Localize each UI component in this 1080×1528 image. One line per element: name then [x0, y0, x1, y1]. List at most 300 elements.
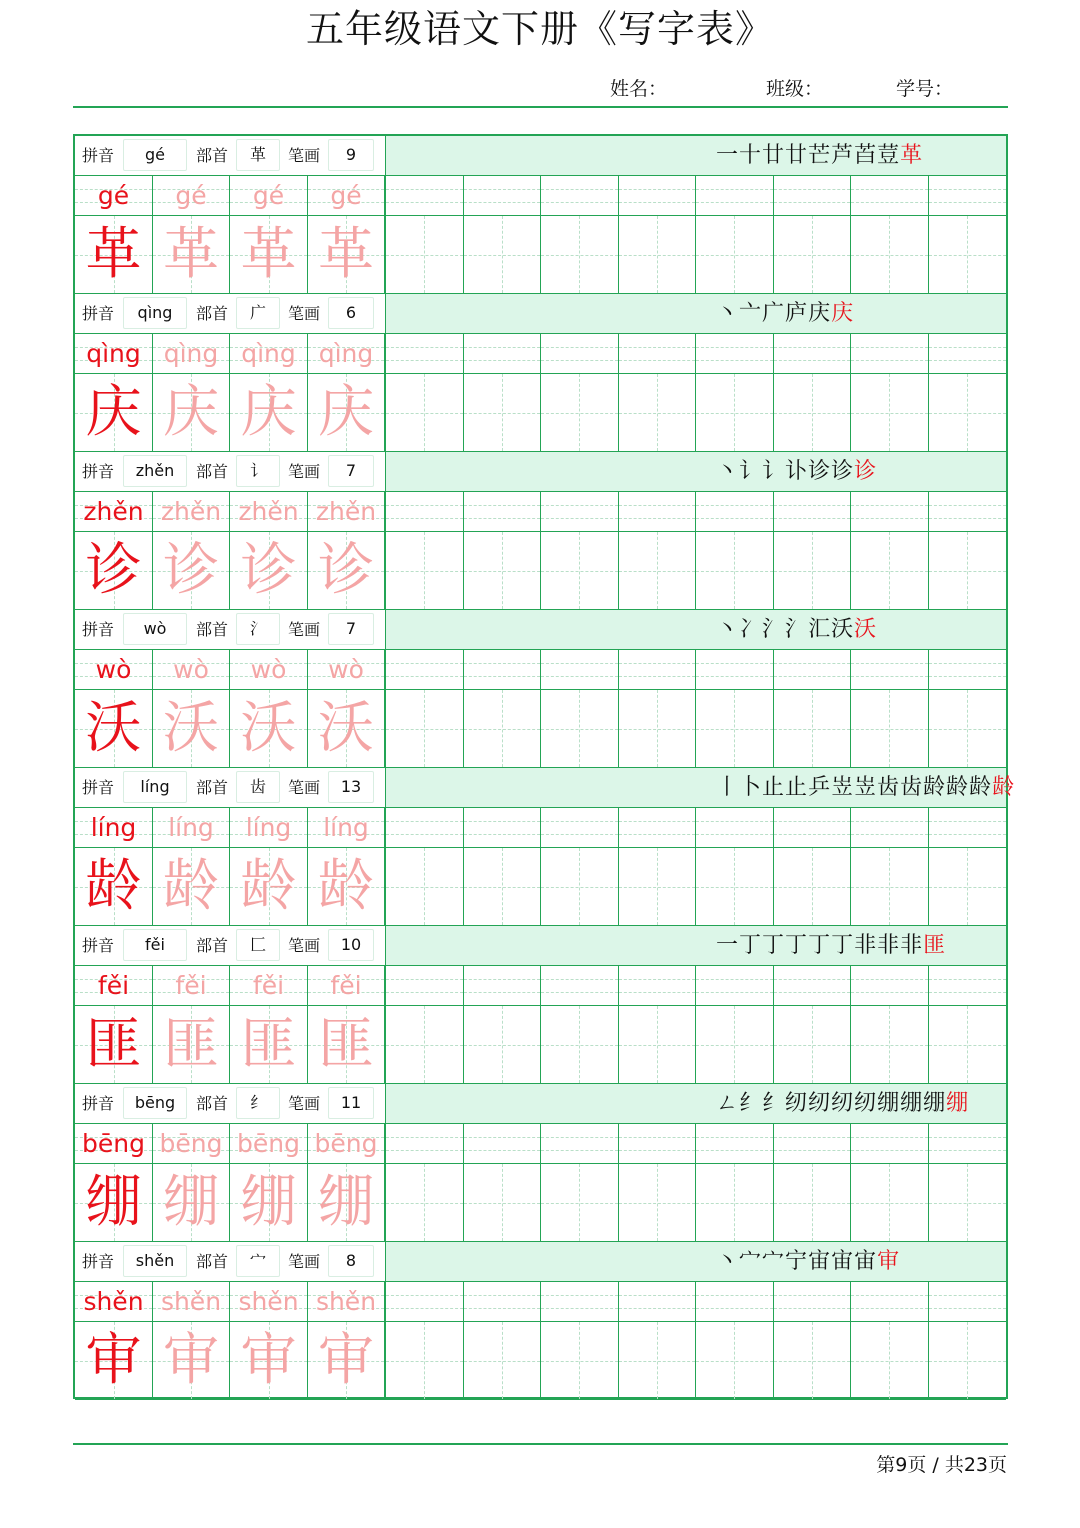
character-practice-cell[interactable] — [386, 216, 464, 294]
char-info-bar — [75, 610, 385, 650]
stroke-step: 氵 — [762, 617, 786, 642]
character-sample: 革 — [318, 222, 374, 287]
stroke-step: 荳 — [877, 143, 901, 168]
stroke-step: 沃 — [854, 617, 878, 642]
character-cell — [75, 1006, 153, 1084]
character-practice-cell[interactable] — [851, 1164, 929, 1242]
character-practice-cell[interactable] — [696, 1322, 774, 1400]
stroke-step: 沃 — [831, 617, 855, 642]
pinyin-sample: wò — [328, 655, 364, 684]
pinyin-sample: qìng — [86, 339, 141, 368]
stroke-step: 乒 — [808, 775, 832, 800]
pinyin-sample: shěn — [160, 1287, 222, 1316]
pinyin-practice-cell[interactable] — [464, 1282, 542, 1322]
pinyin-practice-cell[interactable] — [386, 334, 464, 374]
stroke-order — [716, 139, 923, 173]
character-practice-cell[interactable] — [696, 848, 774, 926]
character-practice-cell[interactable] — [386, 374, 464, 452]
pinyin-sample: fěi — [97, 971, 130, 1000]
pinyin-practice-cell[interactable] — [619, 966, 697, 1006]
stroke-step: 宀 — [762, 1249, 786, 1274]
stroke-step: 丨 — [716, 775, 740, 800]
character-sample: 审 — [85, 1328, 142, 1393]
radical-label: 部首 — [196, 462, 229, 481]
character-practice-cell[interactable] — [541, 532, 619, 610]
pinyin-practice-cell[interactable] — [774, 1282, 852, 1322]
pinyin-practice-cell[interactable] — [386, 808, 464, 848]
character-block — [75, 926, 1006, 1084]
character-practice-cell[interactable] — [696, 374, 774, 452]
pinyin-practice-cell[interactable] — [696, 1282, 774, 1322]
pinyin-practice-cell[interactable] — [464, 1124, 542, 1164]
pinyin-cell — [308, 650, 385, 690]
character-practice-cell[interactable] — [929, 1006, 1007, 1084]
character-practice-cell[interactable] — [774, 216, 852, 294]
character-practice-cell[interactable] — [541, 216, 619, 294]
char-info-bar — [75, 1242, 385, 1282]
character-practice-cell[interactable] — [929, 374, 1007, 452]
pinyin-cell — [75, 966, 153, 1006]
pinyin-practice-cell[interactable] — [851, 1124, 929, 1164]
pinyin-practice-cell[interactable] — [464, 966, 542, 1006]
pinyin-practice-cell[interactable] — [541, 176, 619, 216]
stroke-count: 8 — [328, 1245, 374, 1277]
pinyin-practice-cell[interactable] — [619, 492, 697, 532]
character-cell — [153, 1164, 230, 1242]
character-practice-cell[interactable] — [696, 532, 774, 610]
pinyin-cell — [153, 334, 230, 374]
stroke-step: 止 — [762, 775, 786, 800]
character-cell — [153, 532, 230, 610]
stroke-step: 丶 — [716, 1249, 740, 1274]
char-info-bar — [75, 768, 385, 808]
character-cell — [308, 690, 385, 768]
pinyin-practice-cell[interactable] — [619, 808, 697, 848]
pinyin-cell — [75, 334, 153, 374]
character-practice-cell[interactable] — [464, 1322, 542, 1400]
character-practice-cell[interactable] — [464, 690, 542, 768]
pinyin-practice-cell[interactable] — [851, 176, 929, 216]
character-block — [75, 610, 1006, 768]
radical-value: 革 — [236, 139, 280, 171]
character-sample: 诊 — [318, 538, 374, 603]
stroke-step: 一 — [716, 143, 740, 168]
radical-value: 齿 — [236, 771, 280, 803]
character-practice-cell[interactable] — [464, 848, 542, 926]
radical-label: 部首 — [196, 1094, 229, 1113]
stroke-step: 宁 — [785, 1249, 809, 1274]
pinyin-practice-cell[interactable] — [774, 176, 852, 216]
pinyin-practice-cell[interactable] — [386, 1124, 464, 1164]
character-cell — [230, 1006, 308, 1084]
stroke-step: 诊 — [831, 459, 855, 484]
pinyin-practice-cell[interactable] — [541, 492, 619, 532]
pinyin-cell — [75, 650, 153, 690]
character-practice-cell[interactable] — [774, 1006, 852, 1084]
character-practice-cell[interactable] — [774, 1164, 852, 1242]
stroke-count: 9 — [328, 139, 374, 171]
pinyin-cell — [230, 966, 308, 1006]
pinyin-practice-cell[interactable] — [541, 650, 619, 690]
pinyin-practice-cell[interactable] — [619, 1282, 697, 1322]
pinyin-practice-cell[interactable] — [929, 650, 1007, 690]
pinyin-sample: zhěn — [315, 497, 377, 526]
character-practice-cell[interactable] — [386, 690, 464, 768]
character-cell — [75, 532, 153, 610]
character-practice-cell[interactable] — [464, 532, 542, 610]
character-practice-cell[interactable] — [541, 1322, 619, 1400]
pinyin-practice-cell[interactable] — [619, 176, 697, 216]
stroke-step: 革 — [900, 143, 924, 168]
character-sample: 庆 — [240, 380, 297, 445]
character-practice-cell[interactable] — [851, 690, 929, 768]
character-practice-cell[interactable] — [696, 216, 774, 294]
character-practice-cell[interactable] — [774, 690, 852, 768]
pinyin-value: fěi — [123, 929, 187, 961]
character-practice-sheet — [73, 134, 1016, 1399]
stroke-step: 非 — [900, 933, 924, 958]
pinyin-practice-cell[interactable] — [851, 334, 929, 374]
stroke-step: 齿 — [877, 775, 901, 800]
character-practice-cell[interactable] — [619, 848, 697, 926]
pinyin-practice-cell[interactable] — [851, 650, 929, 690]
character-sample: 绷 — [163, 1170, 219, 1235]
pinyin-practice-cell[interactable] — [929, 1124, 1007, 1164]
stroke-step: 廿 — [785, 143, 809, 168]
stroke-order — [716, 929, 946, 963]
strokes-label: 笔画 — [288, 462, 321, 481]
pinyin-practice-cell[interactable] — [619, 1124, 697, 1164]
pinyin-sample: shěn — [238, 1287, 299, 1316]
radical-value: 宀 — [236, 1245, 280, 1277]
pinyin-cell — [75, 176, 153, 216]
character-sample: 革 — [85, 222, 142, 287]
character-cell — [75, 1322, 153, 1400]
character-cell — [153, 848, 230, 926]
pinyin-practice-cell[interactable] — [774, 334, 852, 374]
character-practice-cell[interactable] — [619, 532, 697, 610]
stroke-step: 龄 — [946, 775, 970, 800]
stroke-step: 冫 — [739, 617, 763, 642]
pinyin-practice-cell[interactable] — [696, 1124, 774, 1164]
pinyin-value: wò — [123, 613, 187, 645]
stroke-step: 讠 — [739, 459, 763, 484]
pinyin-practice-cell[interactable] — [851, 808, 929, 848]
radical-label: 部首 — [196, 620, 229, 639]
character-cell — [153, 1006, 230, 1084]
stroke-count: 7 — [328, 455, 374, 487]
column-divider — [385, 1242, 386, 1400]
stroke-step: 诊 — [854, 459, 878, 484]
character-sample: 庆 — [318, 380, 374, 445]
character-cell — [308, 532, 385, 610]
pinyin-practice-cell[interactable] — [929, 492, 1007, 532]
character-cell — [230, 848, 308, 926]
character-practice-cell[interactable] — [774, 374, 852, 452]
stroke-step: 宙 — [808, 1249, 832, 1274]
pinyin-sample: fěi — [175, 971, 207, 1000]
stroke-step: 纫 — [785, 1091, 809, 1116]
character-cell — [153, 690, 230, 768]
column-divider — [385, 1084, 386, 1242]
stroke-count: 13 — [328, 771, 374, 803]
pinyin-practice-cell[interactable] — [464, 808, 542, 848]
pinyin-value: zhěn — [123, 455, 187, 487]
stroke-order-bar — [386, 1084, 1006, 1124]
stroke-step: 岦 — [831, 775, 855, 800]
pinyin-label: 拼音 — [82, 462, 115, 481]
character-block — [75, 294, 1006, 452]
pinyin-practice-cell[interactable] — [386, 492, 464, 532]
character-sample: 诊 — [240, 538, 297, 603]
pinyin-practice-cell[interactable] — [774, 1124, 852, 1164]
stroke-step: 绷 — [923, 1091, 947, 1116]
pinyin-practice-cell[interactable] — [541, 1124, 619, 1164]
stroke-step: 讠 — [762, 459, 786, 484]
stroke-step: 丁 — [785, 933, 809, 958]
stroke-step: 宀 — [739, 1249, 763, 1274]
character-practice-cell[interactable] — [541, 1164, 619, 1242]
stroke-count: 6 — [328, 297, 374, 329]
char-info-bar — [75, 136, 385, 176]
character-practice-cell[interactable] — [541, 374, 619, 452]
pinyin-label: 拼音 — [82, 1252, 115, 1271]
character-practice-cell[interactable] — [774, 1322, 852, 1400]
pinyin-value: shěn — [123, 1245, 187, 1277]
pinyin-practice-cell[interactable] — [929, 334, 1007, 374]
pinyin-label: 拼音 — [82, 620, 115, 639]
pinyin-sample: zhěn — [83, 497, 144, 526]
stroke-step: 丁 — [831, 933, 855, 958]
character-practice-cell[interactable] — [851, 848, 929, 926]
stroke-step: 龄 — [923, 775, 947, 800]
pinyin-practice-cell[interactable] — [541, 334, 619, 374]
pinyin-practice-cell[interactable] — [541, 1282, 619, 1322]
stroke-step: 纫 — [854, 1091, 878, 1116]
pinyin-practice-cell[interactable] — [464, 334, 542, 374]
stroke-step: 纫 — [808, 1091, 832, 1116]
pinyin-practice-cell[interactable] — [929, 176, 1007, 216]
stroke-order-bar — [386, 452, 1006, 492]
pinyin-practice-cell[interactable] — [541, 808, 619, 848]
column-divider — [385, 452, 386, 610]
stroke-order-bar — [386, 610, 1006, 650]
pinyin-practice-cell[interactable] — [851, 966, 929, 1006]
pinyin-practice-cell[interactable] — [386, 650, 464, 690]
stroke-step: 讣 — [785, 459, 809, 484]
pinyin-practice-cell[interactable] — [541, 966, 619, 1006]
column-divider — [385, 294, 386, 452]
stroke-step: 亠 — [739, 301, 763, 326]
character-sample: 匪 — [85, 1012, 142, 1077]
pinyin-practice-cell[interactable] — [774, 650, 852, 690]
pinyin-practice-cell[interactable] — [464, 492, 542, 532]
character-sample: 龄 — [240, 854, 297, 919]
character-practice-cell[interactable] — [929, 690, 1007, 768]
pinyin-sample: fěi — [330, 971, 362, 1000]
character-practice-cell[interactable] — [541, 690, 619, 768]
character-practice-cell[interactable] — [541, 848, 619, 926]
character-practice-cell[interactable] — [851, 374, 929, 452]
pinyin-practice-cell[interactable] — [464, 176, 542, 216]
character-practice-cell[interactable] — [541, 1006, 619, 1084]
pinyin-sample: zhěn — [160, 497, 222, 526]
character-practice-cell[interactable] — [851, 532, 929, 610]
pinyin-practice-cell[interactable] — [774, 966, 852, 1006]
character-practice-cell[interactable] — [851, 1322, 929, 1400]
character-practice-cell[interactable] — [696, 1164, 774, 1242]
character-cell — [153, 374, 230, 452]
character-cell — [308, 216, 385, 294]
pinyin-practice-cell[interactable] — [696, 650, 774, 690]
character-cell — [308, 1322, 385, 1400]
stroke-order — [716, 1087, 969, 1121]
character-practice-cell[interactable] — [464, 1006, 542, 1084]
character-practice-cell[interactable] — [386, 848, 464, 926]
character-sample: 沃 — [163, 696, 219, 761]
stroke-step: 一 — [716, 933, 740, 958]
character-practice-cell[interactable] — [386, 1164, 464, 1242]
pinyin-sample: líng — [168, 813, 214, 842]
pinyin-sample: wò — [95, 655, 132, 684]
character-cell — [230, 216, 308, 294]
stroke-order-bar — [386, 768, 1016, 808]
pinyin-label: 拼音 — [82, 304, 115, 323]
stroke-step: 诊 — [808, 459, 832, 484]
stroke-order — [716, 297, 854, 331]
pinyin-cell — [230, 650, 308, 690]
strokes-label: 笔画 — [288, 936, 321, 955]
pinyin-cell — [230, 334, 308, 374]
footer-divider — [73, 1443, 1008, 1445]
character-cell — [230, 1164, 308, 1242]
character-cell — [230, 374, 308, 452]
pinyin-cell — [308, 966, 385, 1006]
character-cell — [75, 1164, 153, 1242]
character-practice-cell[interactable] — [386, 1006, 464, 1084]
character-practice-cell[interactable] — [619, 374, 697, 452]
pinyin-practice-cell[interactable] — [696, 808, 774, 848]
character-sample: 庆 — [163, 380, 219, 445]
character-practice-cell[interactable] — [619, 1164, 697, 1242]
character-practice-cell[interactable] — [851, 216, 929, 294]
pinyin-practice-cell[interactable] — [696, 492, 774, 532]
character-block — [75, 1242, 1006, 1400]
pinyin-label: 拼音 — [82, 146, 115, 165]
pinyin-practice-cell[interactable] — [929, 1282, 1007, 1322]
stroke-order — [716, 455, 877, 489]
stroke-step: 芒 — [808, 143, 832, 168]
character-practice-cell[interactable] — [619, 690, 697, 768]
stroke-step: 岦 — [854, 775, 878, 800]
character-practice-cell[interactable] — [929, 848, 1007, 926]
stroke-step: 广 — [762, 301, 786, 326]
character-practice-cell[interactable] — [619, 1322, 697, 1400]
character-sample: 诊 — [163, 538, 219, 603]
pinyin-practice-cell[interactable] — [386, 176, 464, 216]
character-sample: 革 — [163, 222, 219, 287]
character-practice-cell[interactable] — [619, 1006, 697, 1084]
stroke-step: 龄 — [969, 775, 993, 800]
pinyin-label: 拼音 — [82, 936, 115, 955]
strokes-label: 笔画 — [288, 146, 321, 165]
pinyin-practice-cell[interactable] — [386, 1282, 464, 1322]
pinyin-practice-cell[interactable] — [619, 334, 697, 374]
character-practice-cell[interactable] — [774, 848, 852, 926]
character-practice-cell[interactable] — [464, 216, 542, 294]
character-sample: 绷 — [240, 1170, 297, 1235]
pinyin-practice-cell[interactable] — [851, 1282, 929, 1322]
character-practice-cell[interactable] — [851, 1006, 929, 1084]
stroke-step: 芦 — [831, 143, 855, 168]
pinyin-practice-cell[interactable] — [774, 808, 852, 848]
pinyin-practice-cell[interactable] — [619, 650, 697, 690]
character-practice-cell[interactable] — [386, 532, 464, 610]
pinyin-practice-cell[interactable] — [851, 492, 929, 532]
stroke-step: ㄥ — [716, 1091, 740, 1116]
stroke-step: 齿 — [900, 775, 924, 800]
pinyin-cell — [153, 1124, 230, 1164]
character-practice-cell[interactable] — [464, 1164, 542, 1242]
pinyin-sample: líng — [90, 813, 137, 842]
stroke-step: 卜 — [739, 775, 763, 800]
pinyin-sample: qìng — [318, 339, 374, 368]
character-practice-cell[interactable] — [619, 216, 697, 294]
radical-value: 纟 — [236, 1087, 280, 1119]
character-sample: 匪 — [163, 1012, 219, 1077]
pinyin-practice-cell[interactable] — [696, 334, 774, 374]
pinyin-practice-cell[interactable] — [386, 966, 464, 1006]
stroke-step: 廿 — [762, 143, 786, 168]
pinyin-sample: bēng — [237, 1129, 300, 1158]
character-sample: 绷 — [318, 1170, 374, 1235]
character-practice-cell[interactable] — [696, 690, 774, 768]
character-cell — [230, 690, 308, 768]
pinyin-practice-cell[interactable] — [464, 650, 542, 690]
pinyin-cell — [230, 1124, 308, 1164]
pinyin-cell — [230, 176, 308, 216]
pinyin-cell — [153, 1282, 230, 1322]
character-practice-cell[interactable] — [696, 1006, 774, 1084]
character-practice-cell[interactable] — [464, 374, 542, 452]
character-cell — [153, 216, 230, 294]
character-block — [75, 452, 1006, 610]
stroke-step: 非 — [877, 933, 901, 958]
character-practice-cell[interactable] — [929, 1164, 1007, 1242]
character-practice-cell[interactable] — [929, 216, 1007, 294]
pinyin-cell — [308, 808, 385, 848]
stroke-order — [716, 613, 877, 647]
pinyin-practice-cell[interactable] — [929, 808, 1007, 848]
pinyin-practice-cell[interactable] — [696, 176, 774, 216]
character-practice-cell[interactable] — [929, 1322, 1007, 1400]
character-practice-cell[interactable] — [774, 532, 852, 610]
character-sample: 沃 — [240, 696, 297, 761]
character-cell — [75, 690, 153, 768]
pinyin-sample: líng — [323, 813, 369, 842]
character-practice-cell[interactable] — [386, 1322, 464, 1400]
strokes-label: 笔画 — [288, 1252, 321, 1271]
stroke-step: 十 — [739, 143, 763, 168]
pinyin-practice-cell[interactable] — [929, 966, 1007, 1006]
header-divider — [73, 106, 1008, 108]
stroke-step: 丶 — [716, 301, 740, 326]
pinyin-practice-cell[interactable] — [774, 492, 852, 532]
character-sample: 匪 — [240, 1012, 297, 1077]
character-practice-cell[interactable] — [929, 532, 1007, 610]
pinyin-practice-cell[interactable] — [696, 966, 774, 1006]
pinyin-sample: fěi — [252, 971, 285, 1000]
